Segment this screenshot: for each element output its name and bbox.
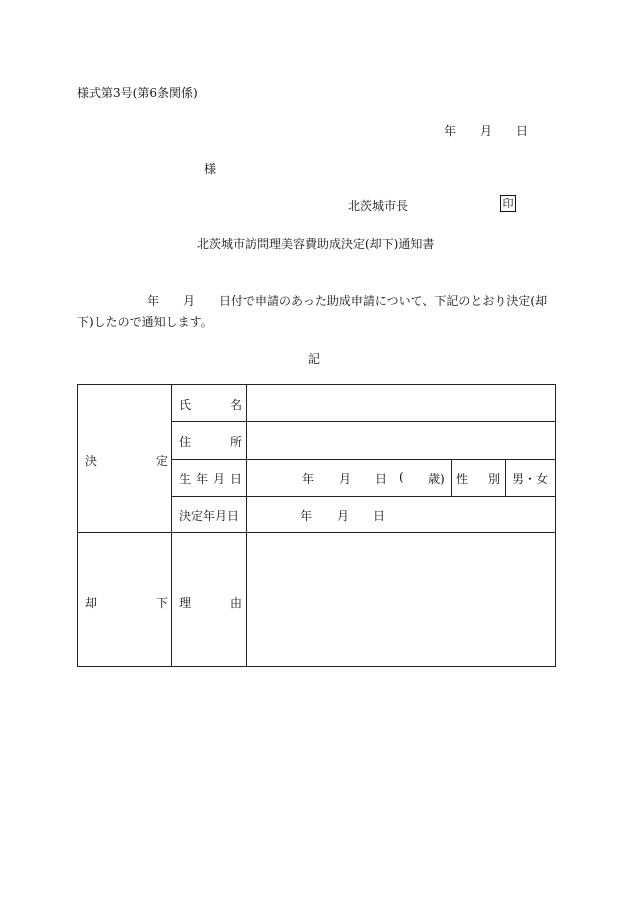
form-number: 様式第3号(第6条関係) [77, 86, 198, 100]
table-vline-1 [171, 385, 172, 666]
table-vline-3 [451, 459, 452, 496]
table-hline-2 [171, 459, 555, 460]
birthdate-label: 生 年 月 日 [179, 472, 242, 486]
decision-label-right: 定 [156, 454, 169, 468]
date-day: 日 [516, 124, 529, 138]
birthdate-year: 年 [302, 472, 315, 486]
body-text-line-2: 下)したので通知します。 [77, 315, 213, 329]
sex-label: 性 別 [456, 472, 500, 486]
birthdate-day: 日 [375, 472, 388, 486]
decision-date-day: 日 [373, 509, 386, 523]
date-year: 年 [444, 124, 457, 138]
decision-label-left: 決 [85, 454, 98, 468]
table-hline-1 [171, 421, 555, 422]
decision-date-year: 年 [300, 509, 313, 523]
seal-stamp: 印 [500, 195, 516, 212]
address-label: 住 所 [179, 435, 242, 449]
decision-date-label: 決定年月日 [179, 509, 240, 523]
body-text-line-1: 年 月 日付で申請のあった助成申請について、下記のとおり決定(却 [147, 294, 548, 308]
ki-heading: 記 [308, 352, 321, 366]
birthdate-month: 月 [339, 472, 352, 486]
table-vline-2 [246, 385, 247, 666]
reason-label: 理 由 [179, 596, 242, 610]
date-month: 月 [480, 124, 493, 138]
document-title: 北茨城市訪問理美容費助成決定(却下)通知書 [197, 237, 435, 251]
sex-value: 男・女 [512, 472, 549, 486]
decision-date-month: 月 [337, 509, 350, 523]
table-hline-4 [78, 532, 555, 533]
record-table [77, 384, 556, 667]
date-line [444, 122, 528, 139]
addressee-suffix: 様 [204, 162, 217, 176]
age-open-paren: ( [399, 470, 404, 484]
issuer-name: 北茨城市長 [348, 199, 409, 213]
age-close: 歳) [428, 472, 445, 486]
rejection-label-right: 下 [156, 596, 169, 610]
rejection-label-left: 却 [85, 596, 98, 610]
table-hline-3 [171, 496, 555, 497]
name-label: 氏 名 [179, 398, 242, 412]
table-vline-4 [505, 459, 506, 496]
